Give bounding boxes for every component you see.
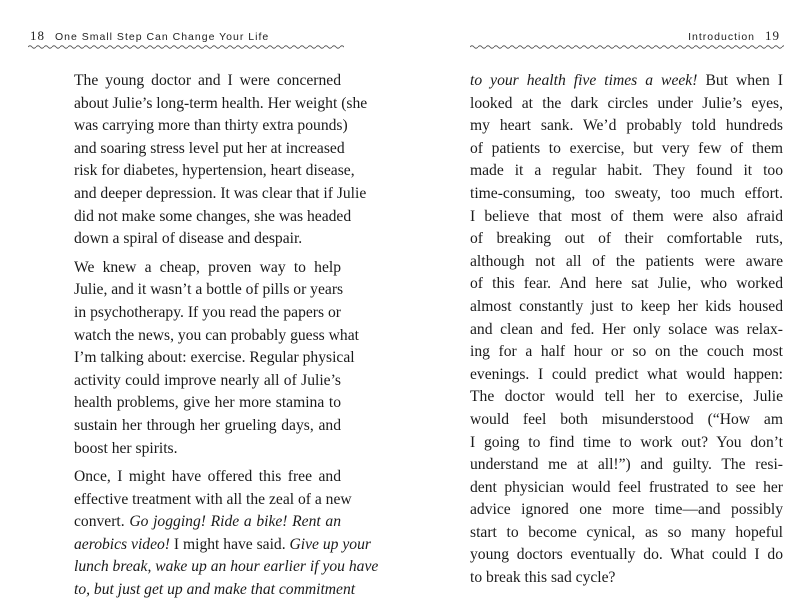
text-line: start to become cynical, as so many hopeful <box>470 523 783 541</box>
text-line: evenings. I could predict what would happen: <box>470 365 783 383</box>
text-line <box>470 70 783 93</box>
text-line: watch the news, you can probably guess what <box>74 326 359 344</box>
text-line: health problems, give her more stamina to <box>74 394 341 412</box>
right-page-body <box>470 70 783 590</box>
left-book-title: One Small Step Can Change Your Life <box>55 31 270 43</box>
left-header-rule <box>28 44 344 50</box>
text-line: I believe that most of them were also afraid <box>470 207 783 225</box>
paragraph-2 <box>56 257 359 460</box>
text-line: about Julie’s long-term health. Her weight (she <box>74 94 368 112</box>
text-line: ing for a half hour or so on the couch most <box>470 343 783 361</box>
text-line: my heart sank. We’d probably told hundreds <box>470 117 783 135</box>
text-line: of patients to exercise, but very few of them <box>470 139 783 157</box>
text-line: and deeper depression. It was clear that if Julie <box>74 184 367 202</box>
right-running-head <box>688 28 780 44</box>
text-line: I going to find time to work out? You don’t <box>470 433 783 451</box>
italic-run: Give up your <box>289 535 371 553</box>
text-line: We knew a cheap, proven way to help <box>74 258 341 276</box>
text-line: Julie, and it wasn’t a bottle of pills or years <box>74 281 344 299</box>
text-line <box>56 534 371 557</box>
text-line: and clean and fed. Her only solace was relax- <box>470 320 783 338</box>
text-line: although not all of the patients were aware <box>470 252 783 270</box>
text-line <box>56 556 379 579</box>
italic-run: Go jogging! Ride a bike! Rent an <box>129 513 342 531</box>
text-run: I might have said. <box>173 535 286 553</box>
text-run: But when I <box>705 72 783 89</box>
text-line: The doctor would tell her to exercise, Julie <box>470 388 783 406</box>
paragraph-3 <box>56 466 379 602</box>
paragraph-continued <box>470 70 783 590</box>
text-line <box>56 579 356 602</box>
text-line: was carrying more than thirty extra pounds) <box>74 117 348 135</box>
text-line: in psychotherapy. If you read the papers or <box>74 303 341 321</box>
text-line: advice ignored one more time—and possibly <box>470 501 783 519</box>
text-line: young doctors eventually do. What could I do <box>470 546 783 564</box>
chapter-title: Introduction <box>688 31 755 43</box>
paragraph-1 <box>56 70 368 251</box>
text-line: almost constantly just to keep her kids housed <box>470 297 783 315</box>
left-page-number: 18 <box>30 28 45 43</box>
text-line: Once, I might have offered this free and <box>74 468 341 486</box>
text-line: looked at the dark circles under Julie’s eyes, <box>470 94 783 112</box>
left-page-body <box>56 70 379 602</box>
italic-run: lunch break, wake up an hour earlier if you have <box>74 558 379 576</box>
text-line: of breaking out of their comfortable ruts, <box>470 230 783 248</box>
text-line <box>56 511 341 534</box>
text-run: convert. <box>74 513 125 531</box>
italic-run: to your health five times a week! <box>470 72 698 89</box>
text-line: risk for diabetes, hypertension, heart disease, <box>74 162 355 180</box>
right-header-rule <box>470 44 784 50</box>
text-line: The young doctor and I were concerned <box>74 72 341 89</box>
text-line: down a spiral of disease and despair. <box>74 230 303 248</box>
text-line: did not make some changes, she was headed <box>74 207 352 225</box>
left-running-head <box>30 28 269 44</box>
text-line: of this fear. And here sat Julie, who worked <box>470 275 783 293</box>
italic-run: aerobics video! <box>74 535 170 553</box>
text-line: to break this sad cycle? <box>470 569 616 587</box>
text-line: dent physician would feel frustrated to see her <box>470 478 783 496</box>
text-line: understand me at all!”) and guilty. The resi- <box>470 456 783 474</box>
text-line: boost her spirits. <box>74 439 178 457</box>
italic-run: to, but just get up and make that commitment <box>74 581 356 599</box>
text-line: activity could improve nearly all of Julie’s <box>74 371 341 389</box>
text-line: I’m talking about: exercise. Regular physical <box>74 349 355 367</box>
right-page-number: 19 <box>765 28 780 43</box>
text-line: sustain her through her grueling days, and <box>74 416 341 434</box>
text-line: would feel both misunderstood (“How am <box>470 410 783 428</box>
text-line: made it a regular habit. They found it too <box>470 162 783 180</box>
text-line: and soaring stress level put her at increased <box>74 139 345 157</box>
text-line: time-consuming, too sweaty, too much effort. <box>470 184 783 202</box>
text-line: effective treatment with all the zeal of a new <box>74 490 352 508</box>
